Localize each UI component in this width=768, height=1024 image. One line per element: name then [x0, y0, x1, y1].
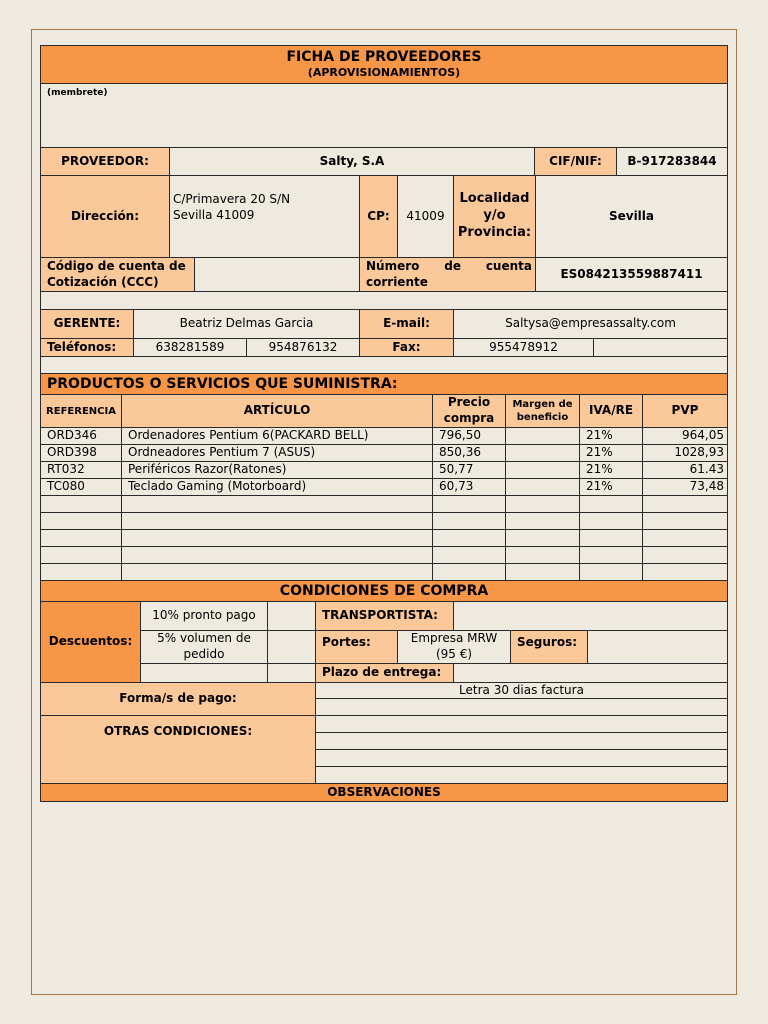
col-header-retail-price: PVP: [642, 394, 728, 428]
email-label: E-mail:: [359, 309, 454, 339]
delivery-time-value[interactable]: [453, 663, 728, 683]
supplier-label: PROVEEDOR:: [40, 147, 170, 176]
empty-cell[interactable]: [642, 546, 728, 564]
email-value[interactable]: Saltysa@empresassalty.com: [453, 309, 728, 339]
fax-label: Fax:: [359, 338, 454, 357]
manager-label: GERENTE:: [40, 309, 134, 339]
letterhead-area: [40, 83, 728, 148]
carrier-value[interactable]: [453, 601, 728, 631]
row-retail-price[interactable]: 964,05: [642, 427, 728, 445]
empty-cell[interactable]: [432, 529, 506, 547]
row-price[interactable]: 850,36: [432, 444, 506, 462]
account-label: [359, 257, 536, 292]
empty-cell[interactable]: [579, 546, 643, 564]
empty-cell[interactable]: [579, 529, 643, 547]
cif-label: CIF/NIF:: [534, 147, 617, 176]
empty-cell[interactable]: [40, 563, 122, 581]
phone-2[interactable]: 954876132: [246, 338, 360, 357]
insurance-label: Seguros:: [510, 630, 588, 664]
other-conditions-line-3[interactable]: [315, 749, 728, 767]
empty-cell[interactable]: [40, 546, 122, 564]
carrier-label: TRANSPORTISTA:: [315, 601, 454, 631]
spacer-row-2: [40, 356, 728, 374]
empty-cell[interactable]: [642, 512, 728, 530]
form-title: FICHA DE PROVEEDORES: [286, 49, 482, 66]
other-conditions-line-2[interactable]: [315, 732, 728, 750]
row-reference[interactable]: RT032: [40, 461, 122, 479]
products-section-title: PRODUCTOS O SERVICIOS QUE SUMINISTRA:: [40, 373, 728, 395]
account-value[interactable]: ES084213559887411: [535, 257, 728, 292]
row-retail-price[interactable]: 73,48: [642, 478, 728, 496]
row-vat[interactable]: 21%: [579, 461, 643, 479]
observations-header: OBSERVACIONES: [40, 783, 728, 802]
row-vat[interactable]: 21%: [579, 478, 643, 496]
delivery-time-label: Plazo de entrega:: [315, 663, 454, 683]
row-article[interactable]: Periféricos Razor(Ratones): [121, 461, 433, 479]
empty-cell[interactable]: [579, 563, 643, 581]
conditions-section-title: CONDICIONES DE COMPRA: [40, 580, 728, 602]
row-vat[interactable]: 21%: [579, 427, 643, 445]
row-vat[interactable]: 21%: [579, 444, 643, 462]
discount-3-extra[interactable]: [267, 663, 316, 683]
row-margin[interactable]: [505, 427, 580, 445]
payment-method-value[interactable]: Letra 30 dias factura: [315, 682, 728, 699]
row-article[interactable]: Teclado Gaming (Motorboard): [121, 478, 433, 496]
account-label-text: Número de cuenta corriente: [366, 258, 532, 289]
empty-cell[interactable]: [642, 495, 728, 513]
form-header: [40, 45, 728, 84]
row-margin[interactable]: [505, 478, 580, 496]
empty-cell[interactable]: [579, 512, 643, 530]
col-header-vat: IVA/RE: [579, 394, 643, 428]
row-reference[interactable]: ORD398: [40, 444, 122, 462]
locality-label: Localidad y/o Provincia:: [453, 175, 536, 258]
discount-1[interactable]: 10% pronto pago: [140, 601, 268, 631]
empty-cell[interactable]: [505, 529, 580, 547]
empty-cell[interactable]: [505, 563, 580, 581]
empty-cell[interactable]: [432, 563, 506, 581]
address-line-1: C/Primavera 20 S/N: [173, 192, 291, 206]
address-label: Dirección:: [40, 175, 170, 258]
letterhead-label: (membrete): [47, 88, 108, 98]
row-price[interactable]: 796,50: [432, 427, 506, 445]
row-article[interactable]: Ordneadores Pentium 7 (ASUS): [121, 444, 433, 462]
discount-1-extra[interactable]: [267, 601, 316, 631]
supplier-name[interactable]: Salty, S.A: [169, 147, 535, 176]
payment-method-label: Forma/s de pago:: [40, 682, 316, 716]
fax-extra-cell[interactable]: [593, 338, 728, 357]
ccc-label: Código de cuenta de Cotización (CCC): [40, 257, 195, 292]
other-conditions-label: OTRAS CONDICIONES:: [40, 715, 316, 784]
other-conditions-line-4[interactable]: [315, 766, 728, 784]
shipping-value[interactable]: Empresa MRW (95 €): [397, 630, 511, 664]
locality-value[interactable]: Sevilla: [535, 175, 728, 258]
empty-cell[interactable]: [432, 546, 506, 564]
row-article[interactable]: Ordenadores Pentium 6(PACKARD BELL): [121, 427, 433, 445]
row-reference[interactable]: ORD346: [40, 427, 122, 445]
address-value[interactable]: [169, 175, 360, 258]
fax-value[interactable]: 955478912: [453, 338, 594, 357]
row-retail-price[interactable]: 61.43: [642, 461, 728, 479]
empty-cell[interactable]: [642, 529, 728, 547]
row-retail-price[interactable]: 1028,93: [642, 444, 728, 462]
empty-cell[interactable]: [642, 563, 728, 581]
empty-cell[interactable]: [121, 495, 433, 513]
empty-cell[interactable]: [40, 529, 122, 547]
spacer-row: [40, 291, 728, 310]
postal-code-value[interactable]: 41009: [397, 175, 454, 258]
col-header-reference: REFERENCIA: [40, 394, 122, 428]
empty-cell[interactable]: [579, 495, 643, 513]
empty-cell[interactable]: [432, 495, 506, 513]
row-margin[interactable]: [505, 461, 580, 479]
col-header-price: Precio compra: [432, 394, 506, 428]
phone-1[interactable]: 638281589: [133, 338, 247, 357]
postal-code-label: CP:: [359, 175, 398, 258]
empty-cell[interactable]: [505, 512, 580, 530]
discount-2[interactable]: 5% volumen de pedido: [140, 630, 268, 664]
empty-cell[interactable]: [121, 529, 433, 547]
manager-value[interactable]: Beatriz Delmas Garcia: [133, 309, 360, 339]
insurance-value[interactable]: [587, 630, 728, 664]
row-price[interactable]: 60,73: [432, 478, 506, 496]
row-reference[interactable]: TC080: [40, 478, 122, 496]
discounts-label: Descuentos:: [40, 601, 141, 683]
empty-cell[interactable]: [505, 546, 580, 564]
other-conditions-line-1[interactable]: [315, 715, 728, 733]
cif-value[interactable]: B-917283844: [616, 147, 728, 176]
address-line-2: Sevilla 41009: [173, 207, 255, 222]
row-margin[interactable]: [505, 444, 580, 462]
payment-method-line-2[interactable]: [315, 698, 728, 716]
col-header-article: ARTÍCULO: [121, 394, 433, 428]
col-header-margin: Margen de beneficio: [505, 394, 580, 428]
discount-2-extra[interactable]: [267, 630, 316, 664]
empty-cell[interactable]: [40, 512, 122, 530]
empty-cell[interactable]: [432, 512, 506, 530]
empty-cell[interactable]: [121, 546, 433, 564]
empty-cell[interactable]: [121, 512, 433, 530]
empty-cell[interactable]: [505, 495, 580, 513]
discount-3[interactable]: [140, 663, 268, 683]
row-price[interactable]: 50,77: [432, 461, 506, 479]
phones-label: Teléfonos:: [40, 338, 134, 357]
empty-cell[interactable]: [121, 563, 433, 581]
form-subtitle: (APROVISIONAMIENTOS): [307, 66, 461, 80]
shipping-label: Portes:: [315, 630, 398, 664]
empty-cell[interactable]: [40, 495, 122, 513]
ccc-value[interactable]: [194, 257, 360, 292]
